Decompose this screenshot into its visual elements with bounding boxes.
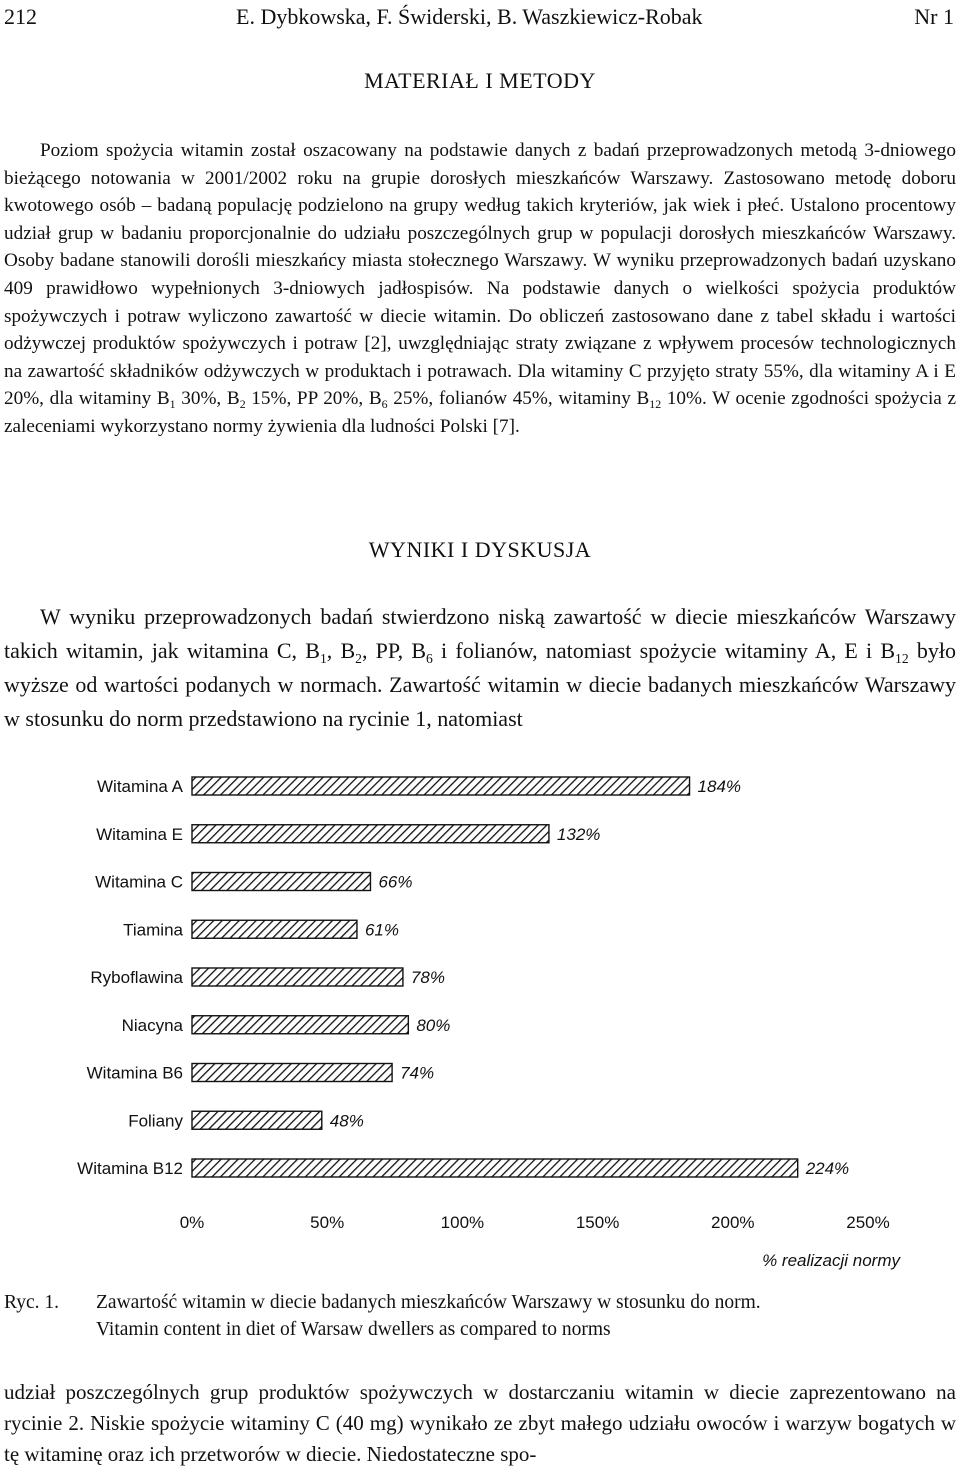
caption-english: Vitamin content in diet of Warsaw dwellers as compared to norms <box>96 1319 611 1340</box>
chart-svg <box>0 760 960 1280</box>
category-label: Witamina C <box>95 872 183 892</box>
bar <box>192 1016 408 1034</box>
category-label: Witamina B6 <box>86 1063 183 1083</box>
bar <box>192 1159 798 1177</box>
category-label: Tiamina <box>123 920 183 940</box>
page-header <box>0 4 960 36</box>
value-label: 132% <box>556 824 601 844</box>
caption-label: Ryc. 1. <box>4 1292 60 1313</box>
x-tick-label: 50% <box>310 1213 345 1232</box>
value-label: 78% <box>410 968 445 987</box>
section-title-methods: MATERIAŁ I METODY <box>364 68 596 93</box>
running-authors: E. Dybkowska, F. Świderski, B. Waszkiewicz-Robak <box>236 4 703 29</box>
value-label: 184% <box>697 777 742 796</box>
section-title-results: WYNIKI I DYSKUSJA <box>368 537 592 562</box>
category-label: Witamina E <box>96 824 183 844</box>
value-label: 66% <box>378 872 413 892</box>
x-axis-title: % realizacji normy <box>762 1251 900 1270</box>
x-tick-label: 250% <box>846 1213 890 1232</box>
x-tick-label: 200% <box>711 1213 755 1232</box>
category-label: Witamina A <box>97 777 183 796</box>
value-label: 48% <box>329 1111 364 1131</box>
continuation-paragraph: udział poszczególnych grup produktów spożywczych w dostarczaniu witamin w diecie zaprezentowano na rycinie 2. Niskie spożycie witaminy C (40 mg) wynikało ze zbyt małego udziału owoców i warzyw bogatych w tę witaminę oraz ich przetworów w diecie. Niedostateczne spo- <box>4 1380 956 1466</box>
x-tick-label: 0% <box>179 1213 205 1232</box>
value-label: 224% <box>805 1159 850 1178</box>
category-label: Witamina B12 <box>77 1159 183 1178</box>
vitamin-bar-chart <box>0 760 960 1280</box>
category-label: Foliany <box>128 1111 183 1131</box>
caption-polish: Zawartość witamin w diecie badanych mieszkańców Warszawy w stosunku do norm. <box>96 1292 761 1313</box>
x-tick-label: 100% <box>440 1213 485 1232</box>
bar <box>192 825 549 843</box>
issue-number: Nr 1 <box>914 4 954 29</box>
value-label: 74% <box>400 1063 435 1083</box>
value-label: 80% <box>416 1015 451 1035</box>
category-label: Ryboflawina <box>90 968 183 987</box>
results-paragraph: W wyniku przeprowadzonych badań stwierdzono niską zawartość w diecie mieszkańców Warszawy takich witamin, jak witamina C, $B_1$, $B_2$, PP, $B_6$ i folianów, natomiast spożycie witaminy A, E i $B_{12}$ było wyższe od wartości podanych w normach. Zawartość witamin w diecie badanych mieszkańców Warszawy w stosunku do norm przedstawiono na rycinie 1, natomiast <box>4 604 956 731</box>
x-tick-label: 150% <box>575 1213 620 1232</box>
bar <box>192 1064 392 1082</box>
bar <box>192 968 403 986</box>
bar <box>192 777 690 795</box>
bar <box>192 873 370 891</box>
page-number: 212 <box>4 4 37 29</box>
methods-paragraph: Poziom spożycia witamin został oszacowany na podstawie danych z badań przeprowadzonych metodą 3-dniowego bieżącego notowania w 2001/2002 roku na grupie dorosłych mieszkańców Warszawy. Zastosowano metodę doboru kwotowego osób – badaną populację podzielono na grupy według takich kryteriów, jak wiek i płeć. Ustalono procentowy udział grup w badaniu proporcjonalnie do udziału poszczególnych grup w populacji dorosłych mieszkańców Warszawy. Osoby badane stanowili dorośli mieszkańcy miasta stołecznego Warszawy. W wyniku przeprowadzonych badań uzyskano 409 prawidłowo wypełnionych 3-dniowych jadłospisów. Na podstawie danych o wielkości spożycia produktów spożywczych i potraw wyliczono zawartość w diecie witamin. Do obliczeń zastosowano dane z tabel składu i wartości odżywczej produktów spożywczych i potraw [2], uwzględniając straty związane z wpływem procesów technologicznych na zawartość składników odżywczych w produktach i potrawach. Dla witaminy C przyjęto straty 55%, dla witaminy A i E 20%, dla witaminy $B_1$ 30%, $B_2$ 15%, PP 20%, $B_6$ 25%, folianów 45%, witaminy $B_{12}$ 10%. W ocenie zgodności spożycia z zaleceniami wykorzystano normy żywienia dla ludności Polski [7]. <box>4 140 956 437</box>
category-label: Niacyna <box>121 1015 183 1035</box>
bar <box>192 1111 322 1129</box>
bar <box>192 920 357 938</box>
value-label: 61% <box>364 920 399 940</box>
